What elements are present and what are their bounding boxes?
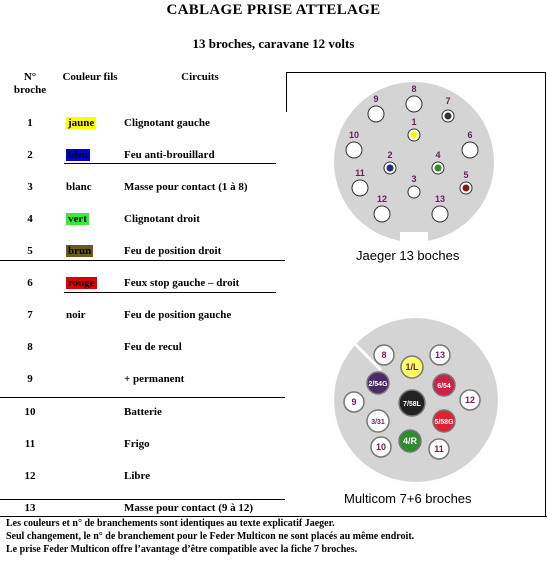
wire-color: vert — [68, 213, 87, 225]
circuit-name: Feux stop gauche – droit — [124, 277, 240, 289]
separator — [0, 499, 285, 500]
jaeger-pin-label: 13 — [434, 194, 446, 204]
pin-number: 4 — [27, 213, 33, 225]
header-couleur: Couleur fils — [62, 71, 118, 83]
pin-number: 11 — [24, 438, 36, 450]
circuit-name: Masse pour contact (9 à 12) — [124, 502, 254, 514]
table-row — [0, 435, 285, 455]
pin-number: 3 — [27, 181, 33, 193]
jaeger-pin-label: 12 — [376, 194, 388, 204]
multicom-pin-label: 10 — [375, 442, 387, 452]
multicom-connector-diagram — [326, 315, 544, 510]
table-row — [0, 114, 285, 134]
multicom-pin-label: 13 — [434, 350, 446, 360]
frame-top — [286, 72, 546, 73]
header-circuits: Circuits — [181, 71, 219, 83]
circuit-name: + permanent — [124, 373, 185, 385]
jaeger-pin — [462, 142, 478, 158]
separator — [0, 397, 285, 398]
jaeger-key-notch — [400, 232, 428, 246]
frame-right — [545, 72, 546, 516]
jaeger-pin-color — [445, 113, 452, 120]
wire-color: blanc — [66, 181, 92, 193]
multicom-caption: Multicom 7+6 broches — [344, 491, 472, 506]
multicom-pin-label: 1/L — [405, 362, 419, 372]
table-row — [0, 274, 285, 294]
pin-number: 13 — [24, 502, 36, 514]
jaeger-pin — [374, 206, 390, 222]
table-row — [0, 178, 285, 198]
jaeger-pin-label: 5 — [463, 170, 469, 180]
multicom-pin-label: 2/54G — [368, 381, 388, 388]
pin-number: 9 — [27, 373, 33, 385]
jaeger-pin — [406, 96, 422, 112]
wire-color: brun — [68, 245, 92, 257]
jaeger-pin-label: 4 — [435, 150, 441, 160]
jaeger-pin — [432, 206, 448, 222]
multicom-pin-label: 7/58L — [403, 401, 421, 408]
multicom-pin-label: 6/54 — [437, 383, 451, 390]
jaeger-pin — [352, 180, 368, 196]
jaeger-pin-color — [463, 185, 470, 192]
jaeger-pin-color — [411, 132, 418, 139]
jaeger-pin-label: 11 — [355, 168, 365, 178]
jaeger-pin — [368, 106, 384, 122]
circuit-name: Clignotant droit — [124, 213, 200, 225]
circuit-name: Masse pour contact (1 à 8) — [124, 181, 248, 193]
wire-color: rouge — [68, 277, 95, 289]
pin-number: 1 — [27, 117, 33, 129]
jaeger-pin-label: 7 — [445, 96, 451, 106]
separator — [64, 163, 276, 164]
wire-color: jaune — [68, 117, 95, 129]
table-row — [0, 338, 285, 358]
pin-number: 6 — [27, 277, 33, 289]
multicom-pin-label: 9 — [351, 397, 357, 407]
multicom-pin-label: 4/R — [402, 436, 418, 446]
page-subtitle: 13 broches, caravane 12 volts — [192, 36, 355, 51]
multicom-pin-label: 12 — [464, 395, 476, 405]
jaeger-caption: Jaeger 13 boches — [356, 248, 460, 263]
circuit-name: Clignotant gauche — [124, 117, 210, 129]
jaeger-pin-label: 1 — [411, 117, 417, 127]
note-line: Les couleurs et n° de branchements sont identiques au texte explicatif Jaeger. — [6, 518, 335, 529]
circuit-name: Batterie — [124, 406, 162, 418]
notes — [6, 517, 546, 556]
wire-color: bleu — [68, 149, 89, 161]
jaeger-pin-color — [435, 165, 442, 172]
jaeger-pin — [408, 186, 420, 198]
page-title: CABLAGE PRISE ATTELAGE — [166, 2, 381, 18]
pin-number: 5 — [27, 245, 33, 257]
jaeger-pin-label: 8 — [411, 84, 417, 94]
table-row — [0, 242, 285, 262]
multicom-pin-label: 8 — [381, 350, 387, 360]
jaeger-pin — [346, 142, 362, 158]
note-line: Le prise Feder Multicon offre l’avantage d’être compatible avec la fiche 7 broches. — [6, 544, 358, 555]
jaeger-pin-label: 9 — [373, 94, 379, 104]
wire-color: noir — [66, 309, 86, 321]
pin-number: 10 — [24, 406, 36, 418]
multicom-pin-label: 5/58G — [434, 419, 454, 426]
pin-number: 8 — [27, 341, 33, 353]
pin-number: 12 — [24, 470, 36, 482]
table-row — [0, 370, 285, 390]
separator — [0, 260, 285, 261]
pin-number: 7 — [27, 309, 33, 321]
table-row — [0, 467, 285, 487]
pin-number: 2 — [27, 149, 33, 161]
jaeger-pin-label: 3 — [411, 174, 417, 184]
separator — [64, 292, 276, 293]
note-line: Seul changement, le n° de branchement pour le Feder Multicon ne sont placés au même endroit. — [6, 531, 415, 542]
circuit-name: Feu anti-brouillard — [124, 149, 215, 161]
circuit-name: Feu de position droit — [124, 245, 222, 257]
jaeger-pin-color — [387, 165, 394, 172]
frame-left — [286, 72, 287, 112]
circuit-name: Libre — [124, 470, 151, 482]
circuit-name: Feu de recul — [124, 341, 182, 353]
table-row — [0, 210, 285, 230]
jaeger-connector-diagram — [326, 80, 506, 270]
circuit-name: Feu de position gauche — [124, 309, 232, 321]
table-row — [0, 306, 285, 326]
jaeger-pin-label: 10 — [348, 130, 360, 140]
circuit-name: Frigo — [124, 438, 150, 450]
jaeger-pin-label: 6 — [467, 130, 473, 140]
jaeger-pin-label: 2 — [387, 150, 393, 160]
multicom-pin-label: 11 — [434, 444, 444, 454]
header-num: N° broche — [13, 71, 47, 96]
table-row — [0, 403, 285, 423]
multicom-pin-label: 3/31 — [371, 419, 385, 426]
